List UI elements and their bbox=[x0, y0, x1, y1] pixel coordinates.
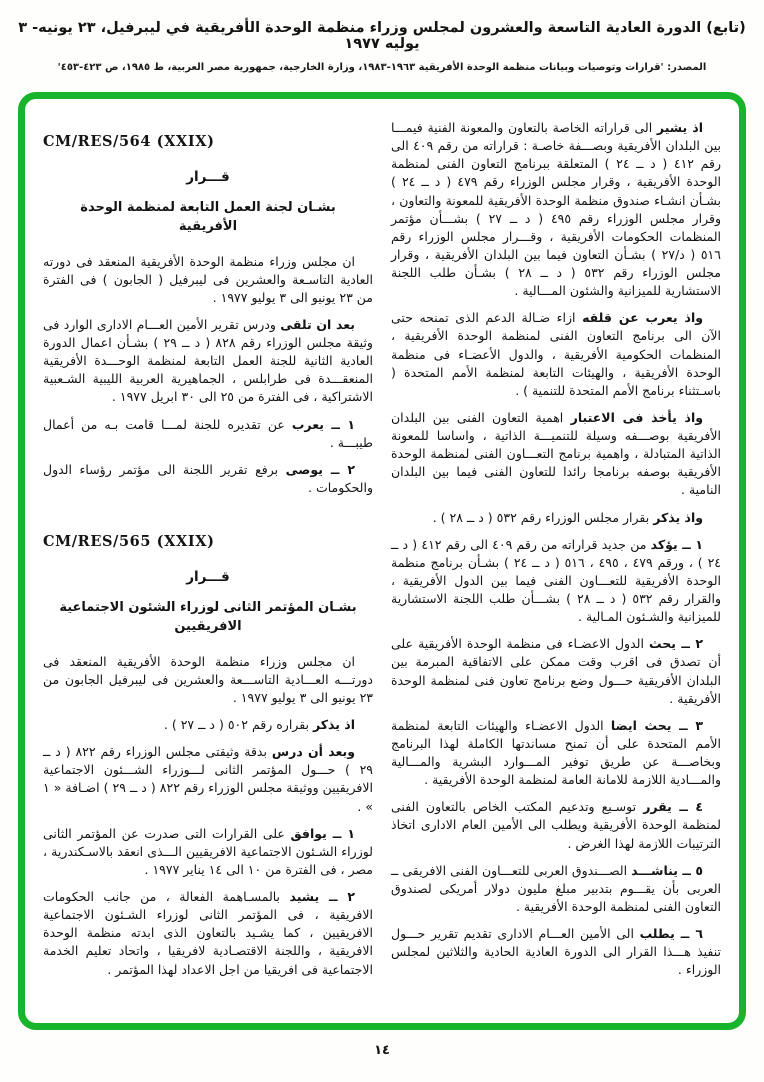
paragraph-lead: اذ يشير bbox=[656, 120, 703, 135]
paragraph-text: عن تقديره للجنة لمـــا قامت بـه من أعمال طيبـــة . bbox=[43, 416, 373, 450]
paragraph-text: ازاء ضـالة الدعم الذى تمنحه حتى الآن الى برنامج التعاون الفنى لمنظمة الوحدة الأفريقية ، المنظمات الحكومية الأفريقية ، والدول الأعضـاء فى منظمة الوحدة الأفريقية ، والهيئات التابعة لمنظمة الأمم المتحدة ( باسـتثناء برنامج الأمم المتحدة للتنمية ) . bbox=[391, 310, 721, 398]
paragraph-recalling bbox=[391, 119, 721, 300]
page-number: ١٤ bbox=[374, 1043, 390, 1058]
two-column-layout bbox=[43, 119, 721, 1007]
paragraph-text: اهمية التعاون الفنى بين البلدان الأفريقية بوصـــفه وسيلة للتنميـــة الذاتية ، واساسا للمعونة الذاتية المتبادلة ، واهمية برنامج التعـــاون الفنى لمنظمة الوحدة الأفريقية بوصفه برنامجا رائدا للتعاون الفنى فيما بين البلدان النامية . bbox=[391, 409, 721, 498]
paragraph-text: بدقة وثيقتى مجلس الوزراء رقم ٨٢٢ ( د ــ ٢٩ ) حـــول المؤتمر الثانى لـــوزراء الشـــئون الاجتماعية الافريقيين ووثيقة مجلس الوزراء رقم ٨٢٢ ( د ــ ٢٩ ) اضـافة « ١ » . bbox=[43, 744, 373, 814]
paragraph-text: الى الأمين العـــام الادارى تقديم تقرير حـــول تنفيذ هـــذا القرار الى الدورة العادية الحادية والثلاثين لمجلس الوزراء . bbox=[391, 926, 721, 978]
resolution-title-564: قـــرار bbox=[186, 169, 230, 186]
res564-operative-2 bbox=[43, 461, 373, 497]
operative-item-1 bbox=[391, 536, 721, 627]
operative-item-5 bbox=[391, 862, 721, 916]
paragraph-text: برفع تقرير اللجنة الى مؤتمر رؤساء الدول والحكومات . bbox=[43, 461, 373, 495]
res564-preamble bbox=[43, 253, 373, 307]
paragraph-considering bbox=[391, 409, 721, 500]
paragraph-text: بالمسـاهمة الفعالة ، من جانب الحكومات الافريقية ، فى المؤتمر الثانى لوزراء الشـئون الاجتماعية الافريقيين ، كما يشـيد بالتعاون الذى ابدته منظمة الوحدة الافريقية ، واللجنة الاقتصـادية لافريقيا ، واتحاد تعليم الخدمة الاجتماعية فى افريقيا من اجل الاعداد لهذا المؤتمر . bbox=[43, 889, 373, 977]
paragraph-text: الى قراراته الخاصة بالتعاون والمعونة الفنية فيمـــا بين البلدان الأفريقية وبصـــفة خاصـة : قراراته من رقم ٤٠٩ الى رقم ٤١٢ ( د ــ ٢٤ ) المتعلقة ببرنامج التعاون الفنى لمنظمة الوحدة الأفريقية ، وقرار مجلس الوزراء رقم ٤٧٩ ( د ــ ٢٤ ) بشـأن انشـاء صندوق منظمة الوحدة الأفريقية للمعونة والتعاون ، وقرار مجلس الوزراء رقم ٤٩٥ ( د ــ ٢٧ ) بشـــأن مؤتمر المنظمات الحكومات الأفريقية ، وقـــرار مجلس الوزراء رقم ٥١٦ ( د/٢٧ ) بشـأن التعاون فيما بين البلدان الأفريقية ، وقرار مجلس الوزراء رقم ٥٣٢ ( د ــ ٢٨ ) بشـأن طلب اللجنة الاستشارية للميزانية والشئون المـــالية . bbox=[391, 120, 721, 299]
paragraph-lead: واذ يذكر bbox=[653, 509, 703, 525]
res564-having-received bbox=[43, 316, 373, 407]
paragraph-lead: ٣ ــ يحث ايضا bbox=[610, 717, 704, 733]
paragraph-lead: بعد ان تلقى bbox=[280, 316, 355, 332]
res564-operative-1 bbox=[43, 416, 373, 452]
operative-item-4 bbox=[391, 798, 721, 852]
res565-recalling bbox=[43, 716, 373, 734]
paragraph-text: بقراره رقم ٥٠٢ ( د ــ ٢٧ ) . bbox=[163, 717, 313, 733]
operative-item-2 bbox=[391, 635, 721, 708]
content-frame bbox=[18, 92, 746, 1030]
res565-preamble bbox=[43, 653, 373, 707]
paragraph-lead: ١ ــ يعرب bbox=[291, 416, 355, 432]
paragraph-lead: ٤ ــ يقرر bbox=[643, 799, 703, 815]
resolution-title-565: قـــرار bbox=[186, 569, 230, 586]
resolution-number-564: CM/RES/564 (XXIX) bbox=[43, 133, 215, 150]
paragraph-text: الدول الاعضـاء والهيئات التابعة لمنظمة الأمم المتحدة على أن تمنح مساندتها الكاملة لهذا البرنامج وبخاصـــة عن طريق توفير المـــوارد البشرية والمـــالية والمـــادية اللازمة للامانة العامة لمنظمة الوحدة الأفريقية . bbox=[391, 717, 721, 788]
paragraph-text: على القرارات التى صدرت عن المؤتمر الثانى لوزراء الشـئون الاجتماعية الافريقيين الـــذى انعقد بالاسـكندرية ، مصر ، فى الفترة من ١٠ الى ١٤ يناير ١٩٧٧ . bbox=[43, 825, 373, 877]
paragraph-lead: ٢ ــ يحث bbox=[649, 636, 703, 652]
paragraph-lead: ٥ ــ يناشـــد bbox=[631, 862, 703, 878]
paragraph-text: الصـــندوق العربى للتعـــاون الفنى الافريقى ــ العربى بأن يقـــوم بتدبير مبلغ مليون دولار أمريكى لصندوق التعاون الفنى لمنظمة الوحدة الأفريقية . bbox=[391, 862, 721, 914]
paragraph-lead: وبعد أن درس bbox=[271, 744, 355, 760]
operative-item-6 bbox=[391, 925, 721, 979]
resolution-subtitle-565: بشـان المؤتمر الثانى لوزراء الشئون الاجتماعية الافريقيين bbox=[59, 599, 357, 635]
paragraph-text: توسـيع وتدعيم المكتب الخاص بالتعاون الفنى لمنظمة الوحدة الأفريقية ويطلب الى الأمين العام الادارى اتخاذ الترتيبات اللازمة لهذا الغرض . bbox=[391, 799, 721, 851]
paragraph-text: ان مجلس وزراء منظمة الوحدة الأفريقية المنعقد فى دورته العادية التاسـعة والعشرين فى ليبرفيل ( الجابون ) فى الفترة من ٢٣ يونيو الى ٣ يوليو ١٩٧٧ . bbox=[43, 253, 373, 305]
header-session-line: (تابع) الدورة العادية التاسعة والعشرون لمجلس وزراء منظمة الوحدة الأفريقية في ليبرفيل، ٢٣ يونيه- ٣ يوليه ١٩٧٧ bbox=[18, 20, 746, 52]
header-source-line: المصدر: 'قرارات وتوصيات وبيانات منظمة الوحدة الأفريقية ١٩٦٣-١٩٨٣، وزارة الخارجية، جمهورية مصر العربية، ط ١٩٨٥، ص ٤٢٣-٤٥٣' bbox=[57, 62, 707, 73]
paragraph-text: بقرار مجلس الوزراء رقم ٥٣٢ ( د ــ ٢٨ ) . bbox=[432, 509, 654, 525]
paragraph-recalling-532 bbox=[391, 509, 721, 527]
paragraph-text: من جديد قراراته من رقم ٤٠٩ الى رقم ٤١٢ ( د ــ ٢٤ ) ، ورقم ٤٧٩ ، ٤٩٥ ، ٥١٦ ( د ــ ٢٤ ) بشـأن برنامج منظمة الوحدة الأفريقية للتعـــاون الفنى فيما بين الدول الأفريقية ، والقرار رقم ٥٣٢ ( د ــ ٢٨ ) بشـــأن طلب اللجنة الاستشارية للميزانية والشـئون المـالية . bbox=[391, 536, 722, 625]
continuation-column bbox=[391, 119, 721, 1007]
paragraph-text: ان مجلس وزراء منظمة الوحدة الأفريقية المنعقد فى دورتـــه العـــادية التاســـعة والعشرين فى ليبرفيل الجابون من ٢٣ يونيو الى ٣ يوليو ١٩٧٧ . bbox=[43, 653, 373, 705]
res565-operative-2 bbox=[43, 888, 373, 979]
resolution-subtitle-564: بشـان لجنة العمل التابعة لمنظمة الوحدة الأفريقية bbox=[80, 199, 336, 235]
paragraph-concern bbox=[391, 309, 721, 400]
paragraph-lead: ١ ــ يؤكد bbox=[650, 536, 704, 552]
paragraph-lead: ١ ــ يوافق bbox=[290, 825, 356, 841]
res565-having-studied bbox=[43, 743, 373, 816]
paragraph-lead: ٢ ــ يوصى bbox=[285, 461, 355, 477]
page-header bbox=[0, 20, 764, 73]
paragraph-text: الدول الاعضـاء فى منظمة الوحدة الأفريقية على أن تصدق فى اقرب وقت ممكن على الاتفاقية المبرمة بين البلدان الأفريقية حـــول وضع برنامج تعاون فنى لمنظمة الوحدة الأفريقية . bbox=[391, 636, 721, 706]
paragraph-lead: اذ يذكر bbox=[312, 717, 355, 733]
res565-operative-1 bbox=[43, 825, 373, 879]
resolution-number-565: CM/RES/565 (XXIX) bbox=[43, 533, 215, 551]
paragraph-text: ودرس تقرير الأمين العـــام الادارى الوارد فى وثيقة مجلس الوزراء رقم ٨٢٨ ( د ــ ٢٩ ) بشـأن اعمال الدورة العادية الثانية للجنة العمل التابعة لمنظمة الوحـــدة الأفريقية المنعقـــدة فى طرابلس ، الجماهيرية العربية الليبية الشـعبية الاشتراكية ، فى الفترة من ٢٥ الى ٣٠ ابريل ١٩٧٧ . bbox=[43, 316, 373, 405]
resolutions-column bbox=[43, 119, 373, 1007]
operative-item-3 bbox=[391, 717, 721, 790]
paragraph-lead: واذ يأخذ فى الاعتبار bbox=[570, 409, 703, 425]
paragraph-lead: ٢ ــ يشيد bbox=[289, 889, 355, 905]
paragraph-lead: واذ يعرب عن قلقه bbox=[582, 310, 703, 326]
paragraph-lead: ٦ ــ يطلب bbox=[639, 926, 703, 941]
